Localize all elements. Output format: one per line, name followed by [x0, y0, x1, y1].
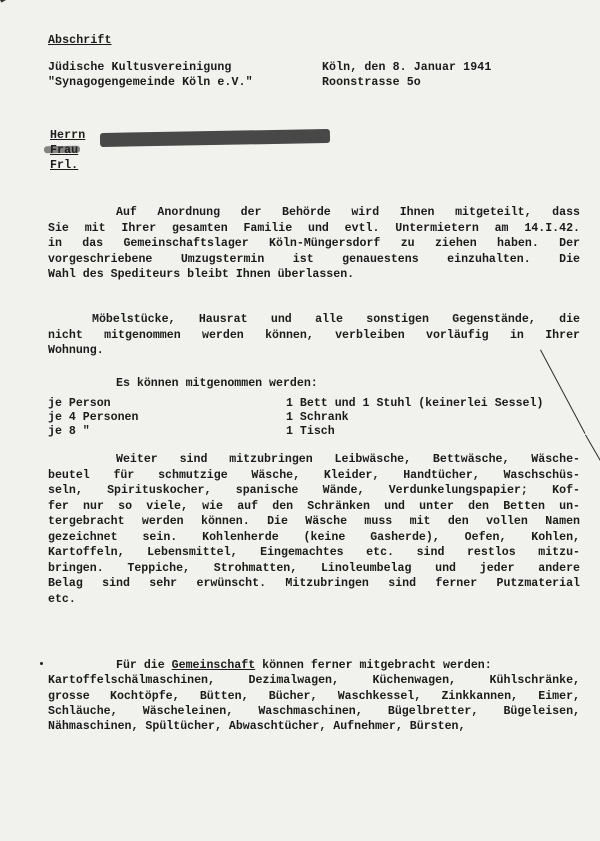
allowance-row	[48, 425, 335, 438]
place-date: Köln, den 8. Januar 1941	[322, 61, 492, 74]
paragraph-notice	[48, 205, 580, 283]
paragraph-line: gezeichnet sein. Kohlenherde (keine Gasherde), Oefen, Kohlen,	[48, 530, 580, 544]
paragraph-line: Auf Anordnung der Behörde wird Ihnen mitgeteilt, dass	[116, 206, 580, 219]
paragraph-line: Kartoffelschälmaschinen, Dezimalwagen, Küchenwagen, Kühlschränke,	[48, 674, 580, 688]
pen-stroke	[540, 349, 586, 434]
paragraph-community	[48, 658, 580, 734]
paragraph-line: Sie mit Ihrer gesamten Familie und evtl. Untermietern am 14.I.42.	[48, 221, 580, 235]
paragraph-line: Wahl des Spediteurs bleibt Ihnen überlassen.	[48, 268, 355, 282]
allowance-row	[48, 411, 349, 424]
paragraph-line: fer nur so viele, wie auf den Schränken und unter den Betten un-	[48, 499, 580, 513]
salutation-herrn: Herrn	[50, 129, 86, 142]
paragraph-furniture	[48, 312, 580, 359]
paragraph-line: Belag sind sehr erwünscht. Mitzubringen sind ferner Putzmaterial	[48, 577, 580, 590]
pen-stroke	[585, 434, 600, 487]
paragraph-line: tergebracht werden können. Die Wäsche muss mit den vollen Namen	[48, 515, 580, 528]
paragraph-line: Weiter sind mitzubringen Leibwäsche, Bettwäsche, Wäsche-	[116, 453, 580, 466]
lead-text-after: können ferner mitgebracht werden:	[255, 659, 492, 672]
lead-text-before: Für die	[116, 659, 172, 672]
paragraph-line: bringen. Teppiche, Strohmatten, Linoleumbelag und jeder andere	[48, 561, 580, 575]
paragraph-line: etc.	[48, 592, 76, 606]
organization-subname: "Synagogengemeinde Köln e.V."	[48, 76, 253, 89]
allowance-who: je 4 Personen	[48, 411, 139, 424]
paragraph-lead	[48, 658, 580, 673]
organization-name: Jüdische Kultusvereinigung	[48, 61, 232, 74]
salutation-frl: Frl.	[50, 159, 79, 172]
paragraph-items	[48, 452, 580, 607]
allowance-what: 1 Schrank	[286, 411, 349, 424]
paragraph-line: Kartoffeln, Lebensmittel, Eingemachtes etc. sind restlos mitzu-	[48, 546, 580, 559]
paragraph-line: nicht mitgenommen werden können, verbleiben vorläufig in Ihrer	[48, 328, 580, 342]
redaction-mark	[100, 129, 330, 147]
paragraph-line: vorgeschriebene Umzugstermin ist genauestens einzuhalten. Die	[48, 252, 580, 266]
paragraph-line: Wohnung.	[48, 344, 104, 358]
paragraph-line: Möbelstücke, Hausrat und alle sonstigen Gegenstände, die	[92, 313, 580, 326]
paragraph-line: beutel für schmutzige Wäsche, Kleider, Handtücher, Waschschüs-	[48, 468, 580, 482]
street-address: Roonstrasse 5o	[322, 76, 421, 89]
paragraph-line: Schläuche, Wäscheleinen, Waschmaschinen, Bügelbretter, Bügeleisen,	[48, 704, 580, 718]
allowance-row	[48, 397, 543, 410]
paragraph-line: in das Gemeinschaftslager Köln-Müngersdorf zu ziehen haben. Der	[48, 237, 580, 251]
copy-label: Abschrift	[48, 34, 112, 47]
paragraph-line: grosse Kochtöpfe, Bütten, Bücher, Waschkessel, Zinkkannen, Eimer,	[48, 689, 580, 703]
list-heading: Es können mitgenommen werden:	[116, 377, 318, 390]
allowance-who: je Person	[48, 397, 111, 410]
allowance-what: 1 Bett und 1 Stuhl (keinerlei Sessel)	[286, 397, 544, 410]
paragraph-line: seln, Spirituskocher, spanische Wände, Verdunkelungspapier; Kof-	[48, 484, 580, 497]
paragraph-line: Nähmaschinen, Spültücher, Abwaschtücher, Aufnehmer, Bürsten,	[48, 720, 466, 734]
allowance-who: je 8 "	[48, 425, 90, 438]
allowance-what: 1 Tisch	[286, 425, 335, 438]
ink-dot	[40, 662, 43, 665]
redaction-mark-small	[44, 146, 80, 154]
corner-mark	[0, 0, 27, 3]
lead-text-underlined: Gemeinschaft	[171, 659, 256, 672]
